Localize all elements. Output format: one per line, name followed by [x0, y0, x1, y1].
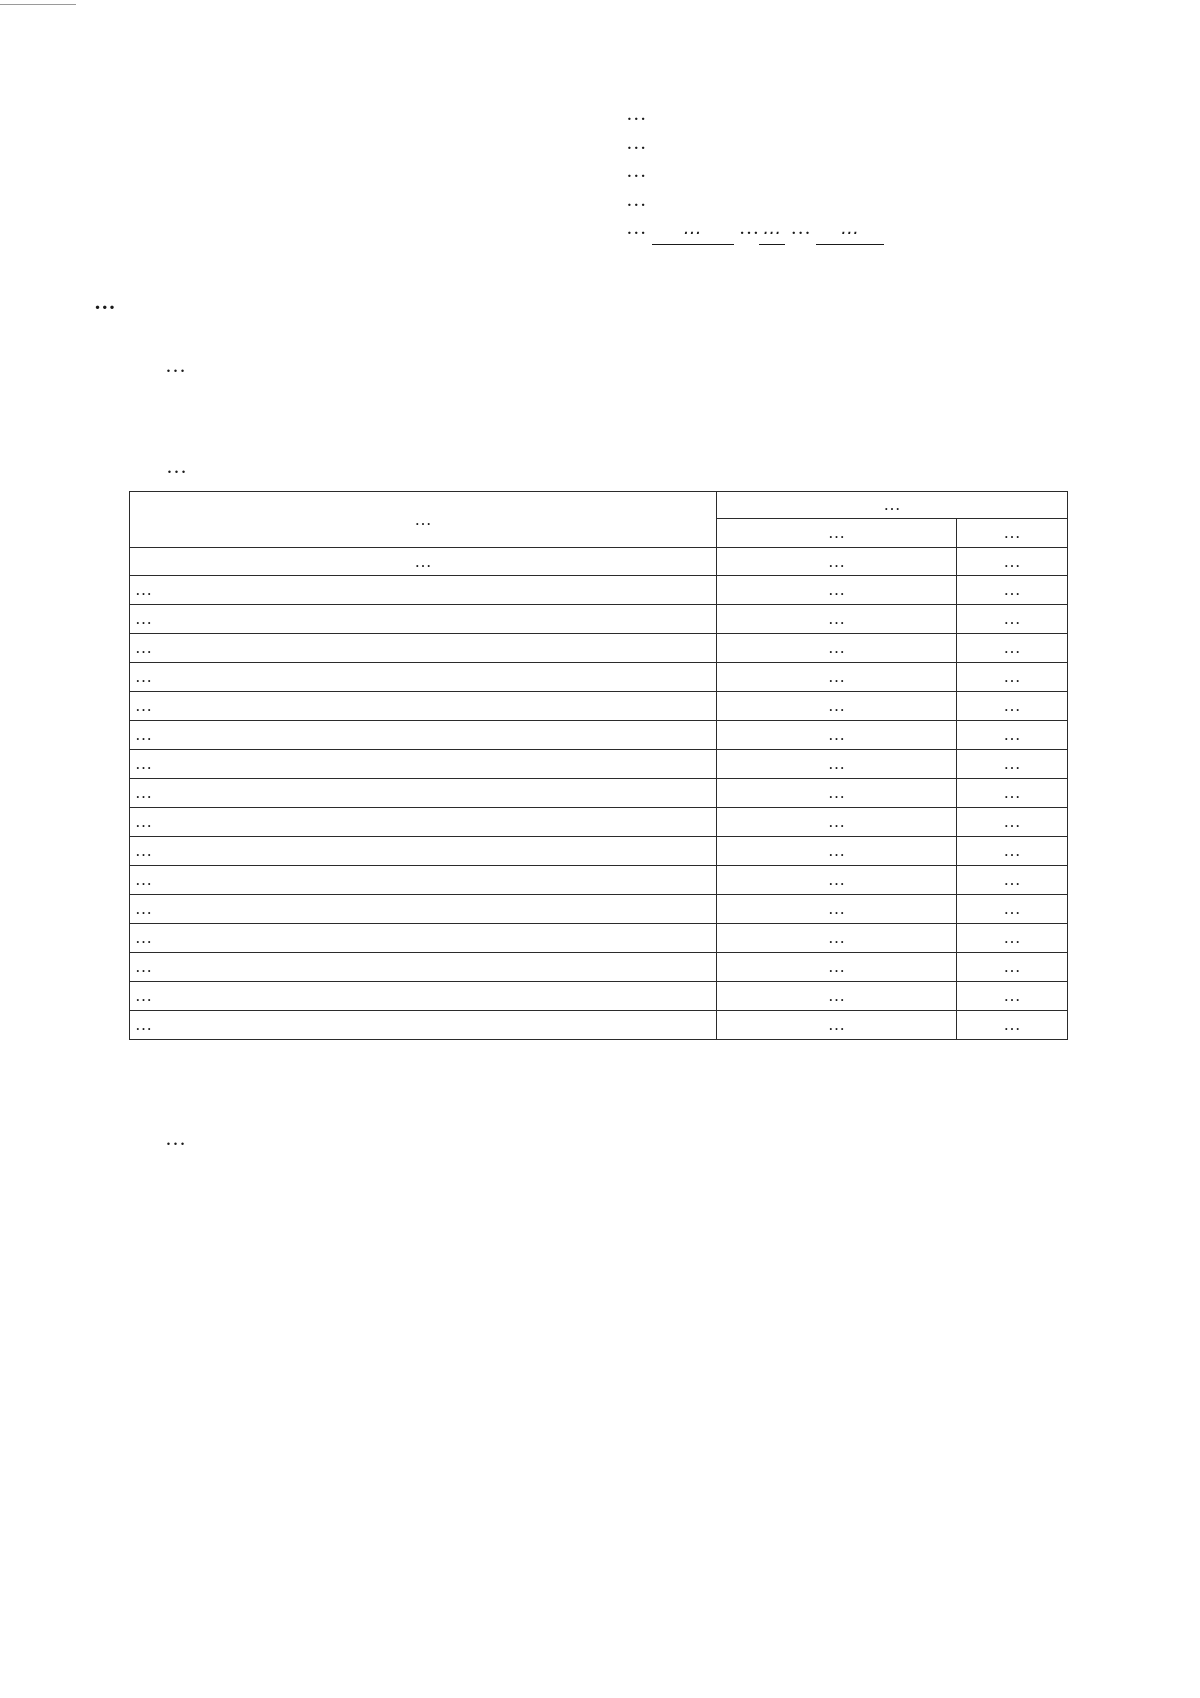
row-percent-cell: …	[957, 663, 1068, 692]
row-area-cell: …	[717, 692, 957, 721]
column-number-2: …	[717, 548, 957, 576]
row-percent-cell: …	[957, 605, 1068, 634]
scan-corner-mark	[0, 4, 76, 5]
row-percent-cell: …	[957, 808, 1068, 837]
row-percent-cell: …	[957, 779, 1068, 808]
table-row	[130, 605, 1068, 634]
table-row	[130, 576, 1068, 605]
row-label-cell: …	[130, 750, 717, 779]
row-label-cell: …	[130, 953, 717, 982]
table-caption: …	[166, 454, 187, 478]
row-label-cell: …	[130, 895, 717, 924]
land-characteristics-table	[129, 491, 1068, 1040]
column-number-1: …	[130, 548, 717, 576]
row-label-cell: …	[130, 692, 717, 721]
table-row	[130, 895, 1068, 924]
appendix-order-line: …	[626, 131, 647, 154]
intro-paragraph-text: …	[165, 353, 186, 377]
row-area-cell: …	[717, 808, 957, 837]
year-prefix: …	[738, 217, 760, 239]
table-row	[130, 982, 1068, 1011]
row-label-cell: …	[130, 779, 717, 808]
table-row	[130, 808, 1068, 837]
table-row	[130, 837, 1068, 866]
row-area-cell: …	[717, 750, 957, 779]
header-area: …	[717, 519, 957, 548]
appendix-block	[626, 100, 1096, 245]
row-area-cell: …	[717, 1011, 957, 1040]
header-percent: …	[957, 519, 1068, 548]
date-prefix: …	[626, 217, 647, 239]
row-percent-cell: …	[957, 750, 1068, 779]
handwritten-number: …	[816, 215, 884, 245]
section-heading: …	[94, 290, 117, 314]
table-row	[130, 1011, 1068, 1040]
number-label: …	[790, 217, 811, 239]
row-area-cell: …	[717, 663, 957, 692]
row-label-cell: …	[130, 866, 717, 895]
row-area-cell: …	[717, 953, 957, 982]
table-row	[130, 779, 1068, 808]
row-percent-cell: …	[957, 576, 1068, 605]
row-percent-cell: …	[957, 924, 1068, 953]
table-header-row	[130, 492, 1068, 519]
row-area-cell: …	[717, 982, 957, 1011]
row-label-cell: …	[130, 924, 717, 953]
table-row	[130, 953, 1068, 982]
table-row	[130, 721, 1068, 750]
row-percent-cell: …	[957, 866, 1068, 895]
row-label-cell: …	[130, 982, 717, 1011]
summary-paragraph-text: …	[165, 1126, 186, 1150]
row-percent-cell: …	[957, 895, 1068, 924]
row-area-cell: …	[717, 605, 957, 634]
table-row	[130, 634, 1068, 663]
appendix-ministry-line: …	[626, 160, 647, 182]
row-percent-cell: …	[957, 634, 1068, 663]
summary-paragraph	[94, 1122, 1096, 1154]
table-row	[130, 663, 1068, 692]
appendix-region-line: …	[626, 188, 647, 211]
appendix-title: …	[626, 103, 647, 125]
row-label-cell: …	[130, 605, 717, 634]
column-number-3: …	[957, 548, 1068, 576]
row-label-cell: …	[130, 721, 717, 750]
row-area-cell: …	[717, 924, 957, 953]
table-row	[130, 866, 1068, 895]
row-label-cell: …	[130, 808, 717, 837]
row-area-cell: …	[717, 634, 957, 663]
table-row	[130, 750, 1068, 779]
appendix-date-line	[626, 214, 1096, 245]
table-row	[130, 924, 1068, 953]
row-label-cell: …	[130, 837, 717, 866]
row-percent-cell: …	[957, 953, 1068, 982]
row-label-cell: …	[130, 1011, 717, 1040]
row-area-cell: …	[717, 576, 957, 605]
header-group: …	[717, 492, 1068, 519]
row-percent-cell: …	[957, 837, 1068, 866]
row-label-cell: …	[130, 663, 717, 692]
handwritten-date: …	[652, 215, 734, 245]
row-percent-cell: …	[957, 721, 1068, 750]
row-area-cell: …	[717, 779, 957, 808]
row-area-cell: …	[717, 866, 957, 895]
row-label-cell: …	[130, 576, 717, 605]
header-indicator: …	[130, 492, 717, 548]
row-percent-cell: …	[957, 1011, 1068, 1040]
row-area-cell: …	[717, 895, 957, 924]
table-column-number-row	[130, 548, 1068, 576]
row-percent-cell: …	[957, 982, 1068, 1011]
handwritten-year: …	[759, 215, 785, 245]
row-area-cell: …	[717, 721, 957, 750]
table-row	[130, 692, 1068, 721]
table-body	[130, 576, 1068, 1040]
row-area-cell: …	[717, 837, 957, 866]
intro-paragraph	[94, 349, 1096, 381]
row-label-cell: …	[130, 634, 717, 663]
row-percent-cell: …	[957, 692, 1068, 721]
